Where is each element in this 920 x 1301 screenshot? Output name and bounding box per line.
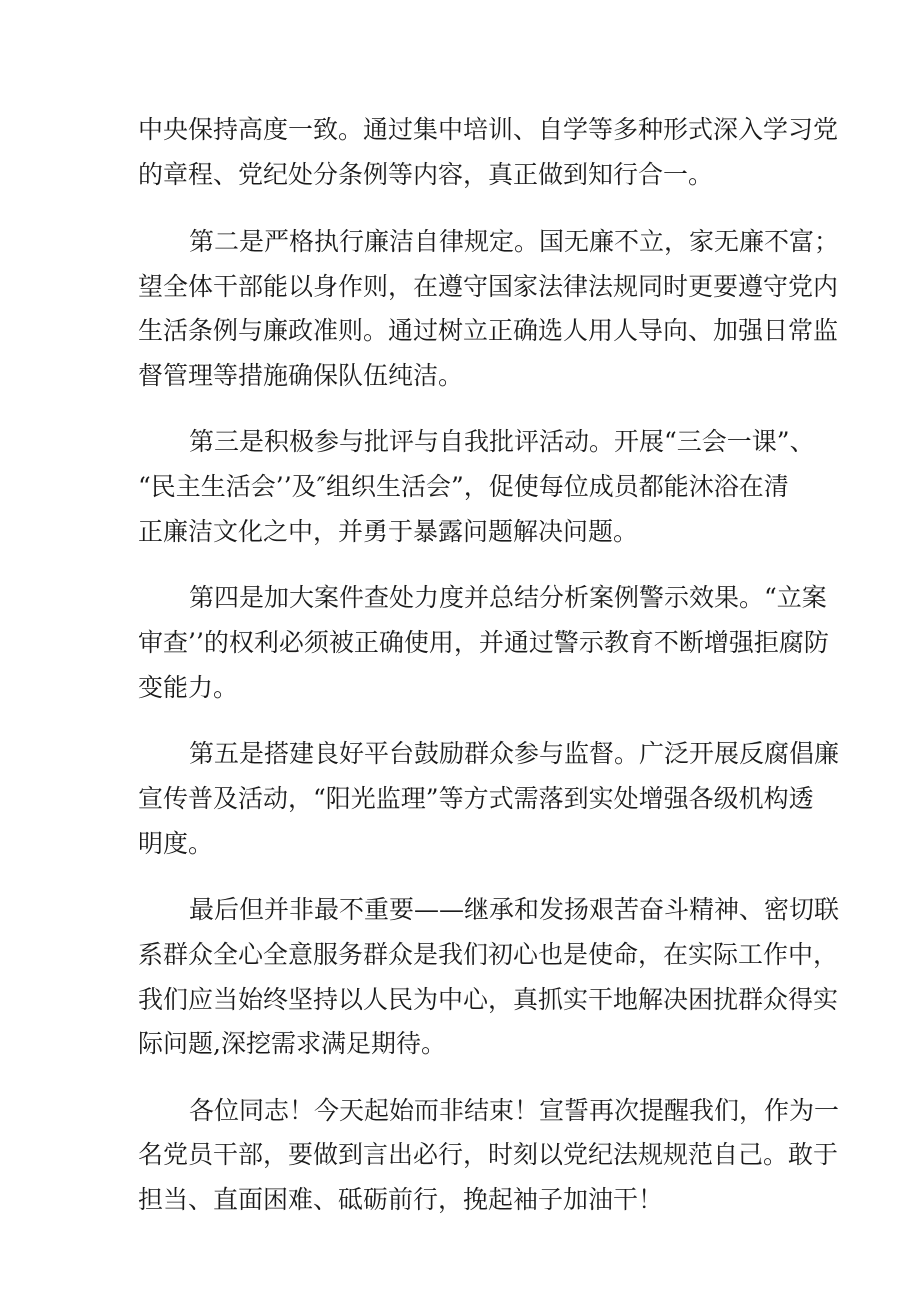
paragraph-line: 名党员干部，要做到言出必行，时刻以党纪法规规范自己。敢于 [138, 1140, 839, 1169]
paragraph-line: 我们应当始终坚持以人民为中心，真抓实干地解决困扰群众得实 [138, 985, 839, 1014]
paragraph-line: 审查’’的权利必须被正确使用，并通过警示教育不断增强拒腐防 [138, 628, 829, 657]
paragraph-line: 系群众全心全意服务群众是我们初心也是使命，在实际工作中， [138, 940, 839, 969]
paragraph-line: 变能力。 [138, 673, 239, 702]
paragraph-line: 第三是积极参与批评与自我批评活动。开展“三会一课”、 [189, 427, 815, 456]
paragraph-line: 第五是搭建良好平台鼓励群众参与监督。广泛开展反腐倡廉 [189, 739, 840, 768]
paragraph-line: 中央保持高度一致。通过集中培训、自学等多种形式深入学习党 [138, 115, 839, 144]
paragraph-line: “民主生活会’’及″组织生活会”，促使每位成员都能沐浴在清 [138, 472, 789, 501]
paragraph-line: 第二是严格执行廉洁自律规定。国无廉不立，家无廉不富； [189, 227, 840, 256]
paragraph-line: 各位同志！今天起始而非结束！宣誓再次提醒我们，作为一 [189, 1096, 840, 1125]
paragraph-line: 担当、直面困难、砥砺前行，挽起袖子加油干！ [138, 1185, 664, 1214]
paragraph-line: 督管理等措施确保队伍纯洁。 [138, 361, 464, 390]
paragraph-line: 望全体干部能以身作则，在遵守国家法律法规同时更要遵守党内 [138, 272, 839, 301]
paragraph-line: 最后但并非最不重要——继承和发扬艰苦奋斗精神、密切联 [189, 895, 840, 924]
paragraph-line: 际问题,深挖需求满足期待。 [138, 1029, 446, 1058]
paragraph-line: 生活条例与廉政准则。通过树立正确选人用人导向、加强日常监 [138, 316, 839, 345]
paragraph-line: 明度。 [138, 829, 214, 858]
paragraph-line: 的章程、党纪处分条例等内容，真正做到知行合一。 [138, 160, 714, 189]
paragraph-line: 宣传普及活动，“阳光监理”等方式需落到实处增强各级机构透 [138, 784, 814, 813]
paragraph-line: 正廉洁文化之中，并勇于暴露问题解决问题。 [138, 517, 639, 546]
paragraph-line: 第四是加大案件查处力度并总结分析案例警示效果。“立案 [189, 583, 827, 612]
